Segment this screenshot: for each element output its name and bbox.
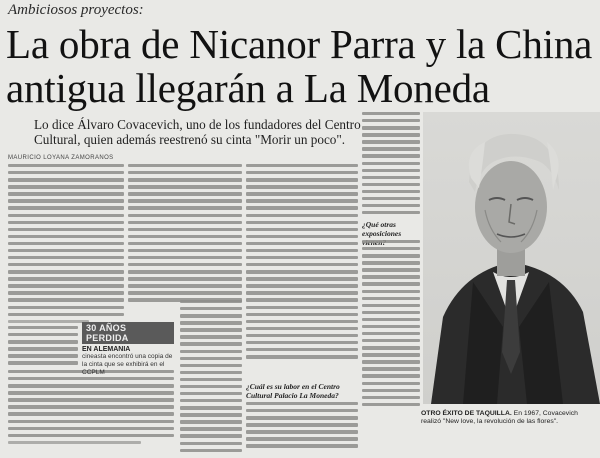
sidebar-box-title: 30 AÑOS PERDIDA bbox=[82, 322, 174, 344]
caption-title: OTRO ÉXITO DE TAQUILLA. bbox=[421, 410, 512, 417]
body-column-4-lower bbox=[362, 240, 420, 410]
kicker: Ambiciosos proyectos: bbox=[8, 2, 144, 18]
body-column-2 bbox=[128, 164, 242, 306]
subhead-2: ¿Qué otras exposiciones bbox=[362, 220, 402, 238]
body-column-1-lower bbox=[8, 326, 78, 368]
sidebar-box-subtitle: EN ALEMANIA bbox=[82, 346, 131, 353]
body-column-3-bottom bbox=[246, 402, 358, 452]
photo-caption bbox=[421, 410, 599, 426]
portrait-photo bbox=[423, 112, 600, 404]
body-column-1 bbox=[8, 164, 124, 327]
subhead-1: ¿Cuál es su labor en el Centro Cultural Palacio La Moneda? bbox=[246, 382, 340, 400]
headline: La obra de Nicanor Parra y la China antigua llegarán a La Moneda bbox=[6, 21, 593, 111]
byline: MAURICIO LOYANA ZAMORANOS bbox=[8, 155, 114, 161]
body-column-4 bbox=[362, 112, 420, 218]
body-column-1-bottom bbox=[8, 370, 174, 448]
portrait-image bbox=[423, 112, 600, 404]
caption-text: En 1967, Covacevich realizó "New love, la revolución de las flores". bbox=[421, 410, 578, 425]
body-column-2-lower bbox=[180, 300, 242, 456]
sidebar-box bbox=[82, 322, 174, 376]
sidebar-box-text: cineasta encontró una copia de la cinta que se exhibirá en el CCPLM bbox=[82, 353, 173, 376]
body-column-3 bbox=[246, 164, 358, 362]
lead-paragraph: Lo dice Álvaro Covacevich, uno de los fundadores del Centro Cultural, quien además reestrenó su cinta "Morir un poco". bbox=[34, 117, 361, 147]
